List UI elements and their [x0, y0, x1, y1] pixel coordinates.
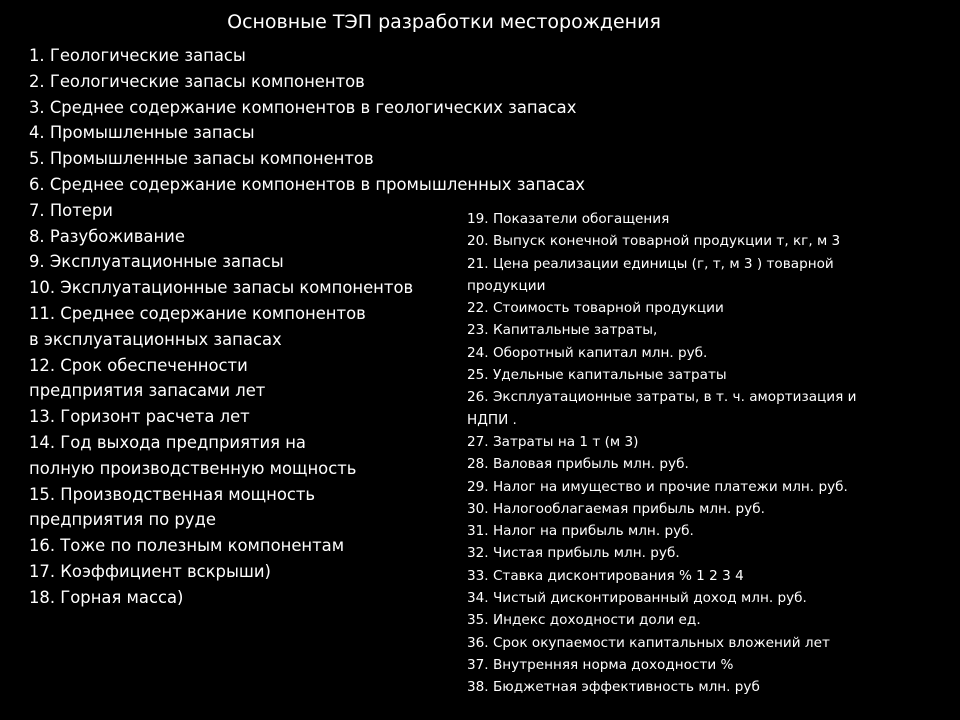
slide-title: Основные ТЭП разработки месторождения [227, 11, 661, 33]
list-item: предприятия по руде [29, 510, 216, 530]
list-item: 15. Производственная мощность [29, 484, 316, 504]
list-item: 26. Эксплуатационные затраты, в т. ч. амортизация и [467, 389, 857, 406]
list-item: 31. Налог на прибыль млн. руб. [467, 523, 694, 540]
list-item: 11. Среднее содержание компонентов [29, 303, 366, 323]
list-item: 12. Срок обеспеченности [29, 355, 248, 375]
list-item: предприятия запасами лет [29, 381, 266, 401]
list-item: 10. Эксплуатационные запасы компонентов [29, 278, 414, 298]
list-item: 4. Промышленные запасы [29, 123, 255, 143]
list-item: 1. Геологические запасы [29, 46, 246, 65]
list-item: 32. Чистая прибыль млн. руб. [467, 545, 680, 562]
list-item: 23. Капитальные затраты, [467, 322, 658, 339]
list-item: 8. Разубоживание [29, 226, 185, 246]
list-item: 36. Срок окупаемости капитальных вложений лет [467, 634, 830, 651]
list-item: 29. Налог на имущество и прочие платежи млн. руб. [467, 478, 848, 495]
list-item: 18. Горная масса) [29, 587, 184, 607]
list-item: 5. Промышленные запасы компонентов [29, 149, 374, 169]
list-item: 25. Удельные капитальные затраты [467, 367, 727, 384]
list-item: 38. Бюджетная эффективность млн. руб [467, 679, 760, 696]
list-item: продукции [467, 277, 546, 294]
list-item: 16. Тоже по полезным компонентам [29, 536, 345, 556]
list-item: 20. Выпуск конечной товарной продукции т, кг, м 3 [467, 233, 841, 250]
list-item: 3. Среднее содержание компонентов в геологических запасах [29, 97, 577, 117]
list-item: 17. Коэффициент вскрыши) [29, 561, 271, 581]
list-item: 21. Цена реализации единицы (г, т, м 3 ) товарной [467, 255, 834, 272]
list-item: 24. Оборотный капитал млн. руб. [467, 344, 708, 361]
list-item: 9. Эксплуатационные запасы [29, 252, 284, 272]
list-item: полную производственную мощность [29, 458, 357, 478]
list-item: 28. Валовая прибыль млн. руб. [467, 456, 689, 473]
right-indicator-list [467, 208, 907, 699]
list-item: 33. Ставка дисконтирования % 1 2 3 4 [467, 567, 744, 584]
list-item: 7. Потери [29, 200, 113, 220]
list-item: 6. Среднее содержание компонентов в промышленных запасах [29, 174, 585, 194]
list-item: 35. Индекс доходности доли ед. [467, 612, 701, 629]
list-item: 2. Геологические запасы компонентов [29, 71, 365, 91]
list-item: 19. Показатели обогащения [467, 211, 670, 227]
list-item: 27. Затраты на 1 т (м 3) [467, 433, 639, 450]
list-item: 13. Горизонт расчета лет [29, 407, 250, 427]
list-item: 30. Налогооблагаемая прибыль млн. руб. [467, 500, 765, 517]
list-item: 22. Стоимость товарной продукции [467, 300, 724, 317]
list-item: НДПИ . [467, 411, 517, 428]
list-item: в эксплуатационных запасах [29, 329, 282, 349]
list-item: 37. Внутренняя норма доходности % [467, 656, 734, 673]
list-item: 14. Год выхода предприятия на [29, 432, 306, 452]
list-item: 34. Чистый дисконтированный доход млн. руб. [467, 590, 807, 607]
